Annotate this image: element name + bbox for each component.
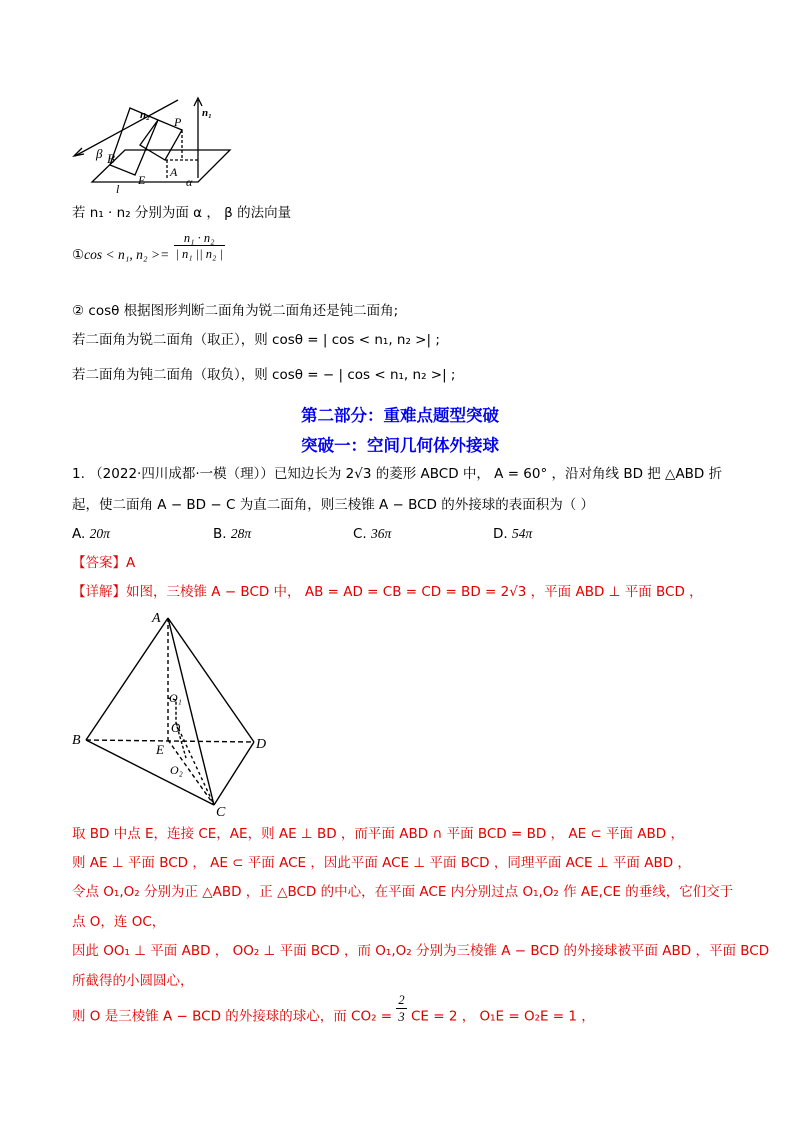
label-B: B [107, 151, 115, 166]
last-line-pre: 则 O 是三棱锥 A − BCD 的外接球的球心，而 CO₂ = [72, 1008, 393, 1025]
formula-cosine [72, 230, 225, 263]
point-O2: O₂ [170, 763, 183, 777]
normal-vector-intro: 若 n₁ · n₂ 分别为面 α ， β 的法向量 [72, 205, 292, 221]
label-P: P [174, 115, 182, 129]
detail-tag: 【详解】 [72, 584, 126, 600]
label-E: E [138, 173, 146, 187]
edge-BC [86, 740, 214, 805]
vertex-B: B [72, 733, 81, 748]
problem-line-2: 起，使二面角 A − BD − C 为直二面角，则三棱锥 A − BCD 的外接球的表面积为（ ） [72, 497, 595, 513]
option-d: D. 54π [493, 526, 533, 542]
answer-tag: 【答案】 [72, 555, 126, 571]
answer-value: A [126, 555, 136, 571]
vertex-C: C [216, 805, 226, 820]
section-title: 第二部分：重难点题型突破 [301, 406, 499, 425]
edge-DC [214, 742, 254, 805]
answer-line [72, 557, 135, 571]
tetrahedron-figure [68, 610, 278, 820]
subsection-title: 突破一：空间几何体外接球 [301, 436, 499, 455]
solution-line-2: 则 AE ⊥ 平面 BCD ， AE ⊂ 平面 ACE ，因此平面 ACE ⊥ 平面 BCD ，同理平面 ACE ⊥ 平面 ABD ， [72, 855, 691, 871]
label-l: l [116, 182, 120, 195]
formula-line-4: 若二面角为钝二面角（取负），则 cosθ = − | cos < n₁, n₂ >| ; [72, 367, 456, 383]
label-n2: n₂ [140, 109, 150, 121]
label-n1: n₁ [202, 107, 212, 119]
point-O1: O₁ [169, 691, 182, 705]
option-a: A. 20π [72, 526, 110, 542]
formula-line-2: ② cosθ 根据图形判断二面角为锐二面角还是钝二面角; [72, 303, 399, 319]
detail-line [72, 586, 703, 600]
formula-lhs: cos < n₁, n₂ >= [84, 247, 170, 262]
dihedral-angle-figure [70, 90, 240, 195]
n2-vector [75, 100, 178, 156]
problem-line-1: 1. （2022·四川成都·一模（理））已知边长为 2√3 的菱形 ABCD 中， A = 60° ，沿对角线 BD 把 △ABD 折 [72, 466, 723, 482]
edge-AB [86, 618, 168, 740]
solution-line-5: 因此 OO₁ ⊥ 平面 ABD ， OO₂ ⊥ 平面 BCD ，而 O₁,O₂ 分别为三棱锥 A − BCD 的外接球被平面 ABD ，平面 BCD [72, 943, 770, 959]
vertex-A: A [152, 611, 161, 626]
point-E: E [156, 742, 164, 757]
last-line-post: CE = 2 ， O₁E = O₂E = 1 ， [410, 1008, 595, 1025]
solution-line-1: 取 BD 中点 E，连接 CE，AE，则 AE ⊥ BD ，而平面 ABD ∩ 平面 BCD = BD ， AE ⊂ 平面 ABD ， [72, 826, 684, 842]
solution-line-3: 令点 O₁,O₂ 分别为正 △ABD ，正 △BCD 的中心，在平面 ACE 内分别过点 O₁,O₂ 作 AE,CE 的垂线，它们交于 [72, 884, 734, 900]
frac-numerator: 2 [398, 993, 405, 1007]
detail-text: 如图，三棱锥 A − BCD 中， AB = AD = CB = CD = BD = 2√3 ，平面 ABD ⊥ 平面 BCD ， [126, 584, 703, 600]
option-b: B. 28π [213, 526, 252, 542]
option-c: C. 36π [353, 526, 392, 542]
solution-line-7 [72, 993, 595, 1025]
vertex-D: D [256, 737, 267, 752]
formula-line-3: 若二面角为锐二面角（取正），则 cosθ = | cos < n₁, n₂ >| ; [72, 332, 440, 348]
label-A: A [170, 165, 178, 179]
solution-line-6: 所截得的小圆圆心， [72, 973, 194, 989]
formula-denominator: | n₁ || n₂ | [175, 247, 223, 261]
formula-numerator: n₁ · n₂ [174, 232, 225, 247]
plane-beta [110, 108, 158, 175]
edge-AD [168, 618, 254, 742]
solution-line-4: 点 O，连 OC， [72, 914, 166, 930]
point-O: O [171, 720, 181, 735]
formula-marker: ① [72, 247, 85, 263]
label-beta: β [96, 146, 103, 161]
frac-denominator: 3 [398, 1009, 405, 1024]
label-alpha: α [186, 175, 193, 189]
